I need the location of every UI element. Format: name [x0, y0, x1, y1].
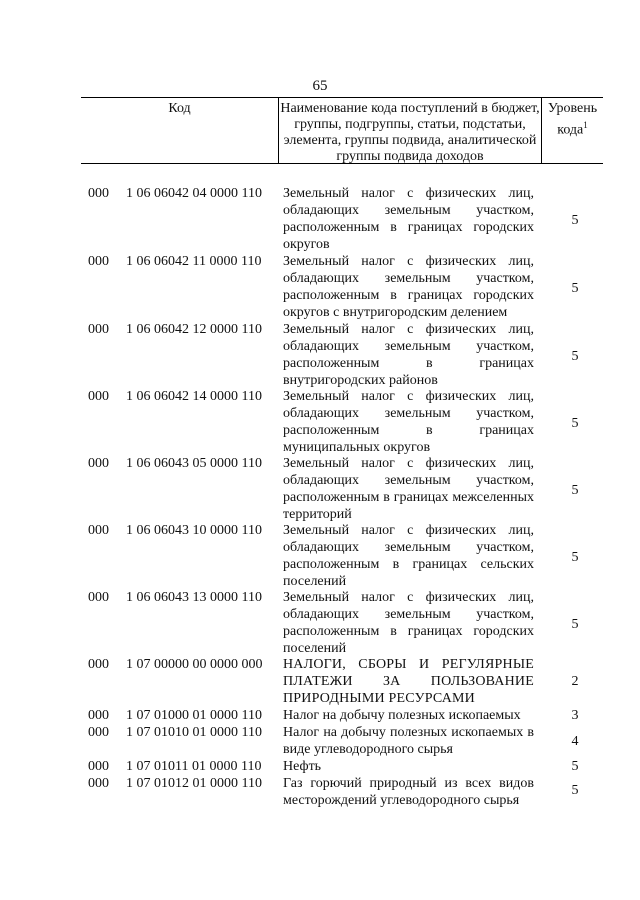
admin-code: 000 — [88, 254, 109, 269]
code-level: 5 — [571, 550, 579, 565]
income-name: Земельный налог с физических лиц, обладающих земельным участком, расположенным в границах сельских поселений — [283, 523, 534, 589]
code-level: 2 — [571, 674, 579, 689]
admin-code: 000 — [88, 725, 109, 740]
budget-code: 1 06 06043 05 0000 110 — [126, 456, 262, 471]
header-name-label: Наименование кода поступлений в бюджет, группы, подгруппы, статьи, подстатьи, элемента, группы подвида, аналитической группы подвида доходов — [280, 101, 540, 164]
budget-code: 1 07 01011 01 0000 110 — [126, 759, 262, 774]
code-level: 3 — [571, 708, 579, 723]
table-row — [0, 253, 640, 321]
table-body — [0, 185, 640, 809]
admin-code: 000 — [88, 456, 109, 471]
income-name: Земельный налог с физических лиц, обладающих земельным участком, расположенным в границах внутригородских районов — [283, 322, 534, 388]
admin-code: 000 — [88, 186, 109, 201]
code-level: 5 — [571, 759, 579, 774]
admin-code: 000 — [88, 322, 109, 337]
code-level: 5 — [571, 783, 579, 798]
table-header — [81, 97, 603, 164]
table-row — [0, 758, 640, 775]
table-row — [0, 724, 640, 758]
income-name: НАЛОГИ, СБОРЫ И РЕГУЛЯРНЫЕ ПЛАТЕЖИ ЗА ПОЛЬЗОВАНИЕ ПРИРОДНЫМИ РЕСУРСАМИ — [283, 657, 534, 706]
income-name: Налог на добычу полезных ископаемых в виде углеводородного сырья — [283, 725, 534, 757]
admin-code: 000 — [88, 708, 109, 723]
table-row — [0, 388, 640, 455]
code-level: 5 — [571, 483, 579, 498]
table-row — [0, 321, 640, 388]
budget-code: 1 06 06042 14 0000 110 — [126, 389, 262, 404]
income-name: Земельный налог с физических лиц, обладающих земельным участком, расположенным в границах городских поселений — [283, 590, 534, 656]
header-level-column — [542, 98, 603, 163]
code-level: 5 — [571, 416, 579, 431]
header-code-column — [81, 98, 279, 163]
header-level-text: Уровень кода — [547, 101, 598, 138]
income-name: Налог на добычу полезных ископаемых — [283, 708, 521, 723]
budget-code: 1 06 06042 12 0000 110 — [126, 322, 262, 337]
code-level: 5 — [571, 349, 579, 364]
table-row — [0, 775, 640, 809]
code-level: 4 — [571, 734, 579, 749]
table-row — [0, 656, 640, 707]
admin-code: 000 — [88, 389, 109, 404]
budget-code: 1 06 06043 13 0000 110 — [126, 590, 262, 605]
admin-code: 000 — [88, 759, 109, 774]
income-name: Земельный налог с физических лиц, обладающих земельным участком, расположенным в границах городских округов — [283, 186, 534, 252]
code-level: 5 — [571, 213, 579, 228]
table-row — [0, 455, 640, 522]
budget-code: 1 06 06043 10 0000 110 — [126, 523, 262, 538]
admin-code: 000 — [88, 590, 109, 605]
admin-code: 000 — [88, 523, 109, 538]
budget-code: 1 06 06042 11 0000 110 — [126, 254, 262, 269]
budget-code: 1 07 01010 01 0000 110 — [126, 725, 262, 740]
page-number: 65 — [312, 78, 328, 94]
header-level-label — [542, 98, 603, 139]
budget-code: 1 07 00000 00 0000 000 — [126, 657, 263, 672]
table-row — [0, 589, 640, 656]
income-name: Земельный налог с физических лиц, обладающих земельным участком, расположенным в границах межселенных территорий — [283, 456, 534, 522]
budget-code: 1 06 06042 04 0000 110 — [126, 186, 262, 201]
admin-code: 000 — [88, 657, 109, 672]
income-name: Газ горючий природный из всех видов месторождений углеводородного сырья — [283, 776, 534, 808]
budget-code: 1 07 01000 01 0000 110 — [126, 708, 262, 723]
table-row — [0, 522, 640, 589]
admin-code: 000 — [88, 776, 109, 791]
table-row — [0, 707, 640, 724]
code-level: 5 — [571, 617, 579, 632]
header-code-label: Код — [168, 101, 191, 116]
income-name: Нефть — [283, 759, 322, 774]
income-name: Земельный налог с физических лиц, обладающих земельным участком, расположенным в границах муниципальных округов — [283, 389, 534, 455]
code-level: 5 — [571, 281, 579, 296]
income-name: Земельный налог с физических лиц, обладающих земельным участком, расположенным в границах городских округов с внутригородским делением — [283, 254, 534, 320]
budget-code: 1 07 01012 01 0000 110 — [126, 776, 262, 791]
header-level-footnote: 1 — [583, 120, 588, 130]
header-name-column — [279, 98, 542, 163]
table-row — [0, 185, 640, 253]
